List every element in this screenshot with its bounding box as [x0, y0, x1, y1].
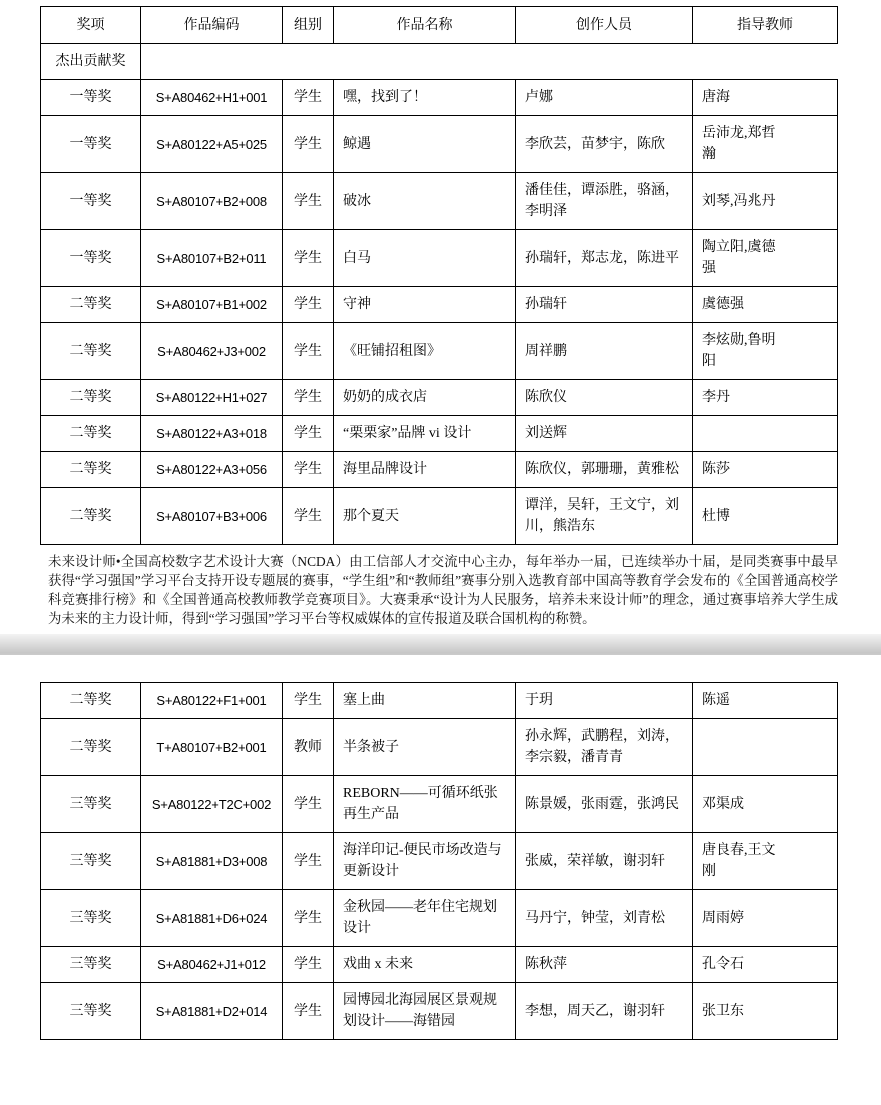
- creators-cell: 李想，周天乙，谢羽轩: [516, 983, 693, 1040]
- award-cell: 一等奖: [41, 80, 141, 116]
- code-cell: T+A80107+B2+001: [141, 719, 283, 776]
- table-row: [41, 452, 838, 488]
- code-cell: S+A80462+H1+001: [141, 80, 283, 116]
- award-cell: 一等奖: [41, 230, 141, 287]
- special-award-row: [41, 44, 838, 80]
- creators-cell: 张威，荣祥敏，谢羽轩: [516, 833, 693, 890]
- code-cell: S+A80122+F1+001: [141, 683, 283, 719]
- title-cell: 金秋园——老年住宅规划设计: [334, 890, 516, 947]
- page-break-divider: [0, 634, 881, 655]
- header-group: 组别: [283, 7, 334, 44]
- title-cell: 海洋印记-便民市场改造与更新设计: [334, 833, 516, 890]
- title-cell: 那个夏天: [334, 488, 516, 545]
- document-page-2: [40, 682, 838, 1040]
- teacher-cell: 唐海: [693, 80, 838, 116]
- award-cell: 二等奖: [41, 683, 141, 719]
- creators-cell: 李欣芸，苗梦宇，陈欣: [516, 116, 693, 173]
- table-row: [41, 323, 838, 380]
- table-row: [41, 983, 838, 1040]
- table-row: [41, 947, 838, 983]
- award-cell: 二等奖: [41, 416, 141, 452]
- teacher-cell: 陈遥: [693, 683, 838, 719]
- header-row: [41, 7, 838, 44]
- special-award-empty-cell: [141, 44, 838, 80]
- code-cell: S+A80107+B1+002: [141, 287, 283, 323]
- group-cell: 学生: [283, 947, 334, 983]
- code-cell: S+A81881+D3+008: [141, 833, 283, 890]
- award-cell: 三等奖: [41, 983, 141, 1040]
- awards-table-2-body: [41, 683, 838, 1040]
- creators-cell: 于玥: [516, 683, 693, 719]
- group-cell: 学生: [283, 683, 334, 719]
- table-row: [41, 890, 838, 947]
- creators-cell: 陈秋萍: [516, 947, 693, 983]
- code-cell: S+A80122+H1+027: [141, 380, 283, 416]
- teacher-cell: [693, 719, 838, 776]
- table-row: [41, 488, 838, 545]
- teacher-cell: 岳沛龙,郑哲瀚: [693, 116, 838, 173]
- teacher-cell: 唐良春,王文刚: [693, 833, 838, 890]
- award-cell: 二等奖: [41, 488, 141, 545]
- title-cell: 破冰: [334, 173, 516, 230]
- teacher-cell: 邓渠成: [693, 776, 838, 833]
- group-cell: 学生: [283, 116, 334, 173]
- group-cell: 学生: [283, 890, 334, 947]
- teacher-cell: 陈莎: [693, 452, 838, 488]
- table-row: [41, 719, 838, 776]
- group-cell: 教师: [283, 719, 334, 776]
- title-cell: 园博园北海园展区景观规划设计——海错园: [334, 983, 516, 1040]
- award-cell: 三等奖: [41, 776, 141, 833]
- awards-table-1: [40, 6, 838, 545]
- creators-cell: 潘佳佳，谭添胜，骆涵，李明泽: [516, 173, 693, 230]
- header-award: 奖项: [41, 7, 141, 44]
- award-cell: 三等奖: [41, 947, 141, 983]
- table-row: [41, 416, 838, 452]
- code-cell: S+A80122+A3+018: [141, 416, 283, 452]
- title-cell: 戏曲 x 未来: [334, 947, 516, 983]
- title-cell: “栗栗家”品牌 vi 设计: [334, 416, 516, 452]
- teacher-cell: 李炫勋,鲁明阳: [693, 323, 838, 380]
- code-cell: S+A80462+J1+012: [141, 947, 283, 983]
- group-cell: 学生: [283, 488, 334, 545]
- title-cell: 半条被子: [334, 719, 516, 776]
- title-cell: REBORN——可循环纸张再生产品: [334, 776, 516, 833]
- creators-cell: 周祥鹏: [516, 323, 693, 380]
- award-cell: 三等奖: [41, 890, 141, 947]
- group-cell: 学生: [283, 287, 334, 323]
- teacher-cell: 刘琴,冯兆丹: [693, 173, 838, 230]
- code-cell: S+A81881+D2+014: [141, 983, 283, 1040]
- group-cell: 学生: [283, 80, 334, 116]
- title-cell: 塞上曲: [334, 683, 516, 719]
- creators-cell: 卢娜: [516, 80, 693, 116]
- code-cell: S+A81881+D6+024: [141, 890, 283, 947]
- teacher-cell: 陶立阳,虞德强: [693, 230, 838, 287]
- awards-table-header: [41, 7, 838, 80]
- award-cell: 二等奖: [41, 719, 141, 776]
- title-cell: 海里品牌设计: [334, 452, 516, 488]
- teacher-cell: 孔令石: [693, 947, 838, 983]
- creators-cell: 孙永辉，武鹏程，刘涛，李宗毅，潘青青: [516, 719, 693, 776]
- teacher-cell: 李丹: [693, 380, 838, 416]
- award-cell: 三等奖: [41, 833, 141, 890]
- group-cell: 学生: [283, 452, 334, 488]
- award-cell: 一等奖: [41, 116, 141, 173]
- table-row: [41, 776, 838, 833]
- award-cell: 二等奖: [41, 380, 141, 416]
- teacher-cell: 虞德强: [693, 287, 838, 323]
- title-cell: 守神: [334, 287, 516, 323]
- table-row: [41, 80, 838, 116]
- creators-cell: 谭洋，吴轩，王文宁，刘川，熊浩东: [516, 488, 693, 545]
- title-cell: 鲸遇: [334, 116, 516, 173]
- creators-cell: 陈欣仪，郭珊珊，黄雅松: [516, 452, 693, 488]
- table-row: [41, 173, 838, 230]
- table-row: [41, 287, 838, 323]
- competition-description: 未来设计师•全国高校数字艺术设计大赛（NCDA）由工信部人才交流中心主办，每年举办一届，已连续举办十届，是同类赛事中最早获得“学习强国”学习平台支持开设专题展的赛事，“学生组”和“教师组”赛事分别入选教育部中国高等教育学会发布的《全国普通高校学科竞赛排行榜》和《全国普通高校教师教学竞赛项目》。大赛秉承“设计为人民服务，培养未来设计师”的理念，通过赛事培养大学生成为未来的主力设计师，得到“学习强国”学习平台等权威媒体的宣传报道及联合国机构的称赞。: [48, 554, 838, 626]
- header-code: 作品编码: [141, 7, 283, 44]
- group-cell: 学生: [283, 416, 334, 452]
- table-row: [41, 230, 838, 287]
- group-cell: 学生: [283, 323, 334, 380]
- title-cell: 《旺铺招租图》: [334, 323, 516, 380]
- group-cell: 学生: [283, 983, 334, 1040]
- award-cell: 二等奖: [41, 287, 141, 323]
- group-cell: 学生: [283, 380, 334, 416]
- header-creators: 创作人员: [516, 7, 693, 44]
- code-cell: S+A80107+B3+006: [141, 488, 283, 545]
- code-cell: S+A80462+J3+002: [141, 323, 283, 380]
- creators-cell: 孙瑞轩，郑志龙，陈进平: [516, 230, 693, 287]
- title-cell: 白马: [334, 230, 516, 287]
- header-title: 作品名称: [334, 7, 516, 44]
- creators-cell: 陈景媛，张雨霆，张鸿民: [516, 776, 693, 833]
- creators-cell: 刘送辉: [516, 416, 693, 452]
- creators-cell: 孙瑞轩: [516, 287, 693, 323]
- special-award-label: 杰出贡献奖: [41, 44, 141, 80]
- awards-table-1-body: [41, 80, 838, 545]
- code-cell: S+A80122+A5+025: [141, 116, 283, 173]
- code-cell: S+A80122+A3+056: [141, 452, 283, 488]
- awards-table-2: [40, 682, 838, 1040]
- code-cell: S+A80122+T2C+002: [141, 776, 283, 833]
- award-cell: 一等奖: [41, 173, 141, 230]
- title-cell: 奶奶的成衣店: [334, 380, 516, 416]
- award-cell: 二等奖: [41, 323, 141, 380]
- group-cell: 学生: [283, 776, 334, 833]
- teacher-cell: [693, 416, 838, 452]
- group-cell: 学生: [283, 230, 334, 287]
- creators-cell: 陈欣仪: [516, 380, 693, 416]
- teacher-cell: 张卫东: [693, 983, 838, 1040]
- table-row: [41, 833, 838, 890]
- title-cell: 嘿，找到了！: [334, 80, 516, 116]
- teacher-cell: 杜博: [693, 488, 838, 545]
- table-row: [41, 380, 838, 416]
- header-teacher: 指导教师: [693, 7, 838, 44]
- table-row: [41, 683, 838, 719]
- document-page: [40, 6, 838, 628]
- award-cell: 二等奖: [41, 452, 141, 488]
- code-cell: S+A80107+B2+008: [141, 173, 283, 230]
- table-row: [41, 116, 838, 173]
- group-cell: 学生: [283, 173, 334, 230]
- teacher-cell: 周雨婷: [693, 890, 838, 947]
- creators-cell: 马丹宁，钟莹，刘青松: [516, 890, 693, 947]
- group-cell: 学生: [283, 833, 334, 890]
- code-cell: S+A80107+B2+011: [141, 230, 283, 287]
